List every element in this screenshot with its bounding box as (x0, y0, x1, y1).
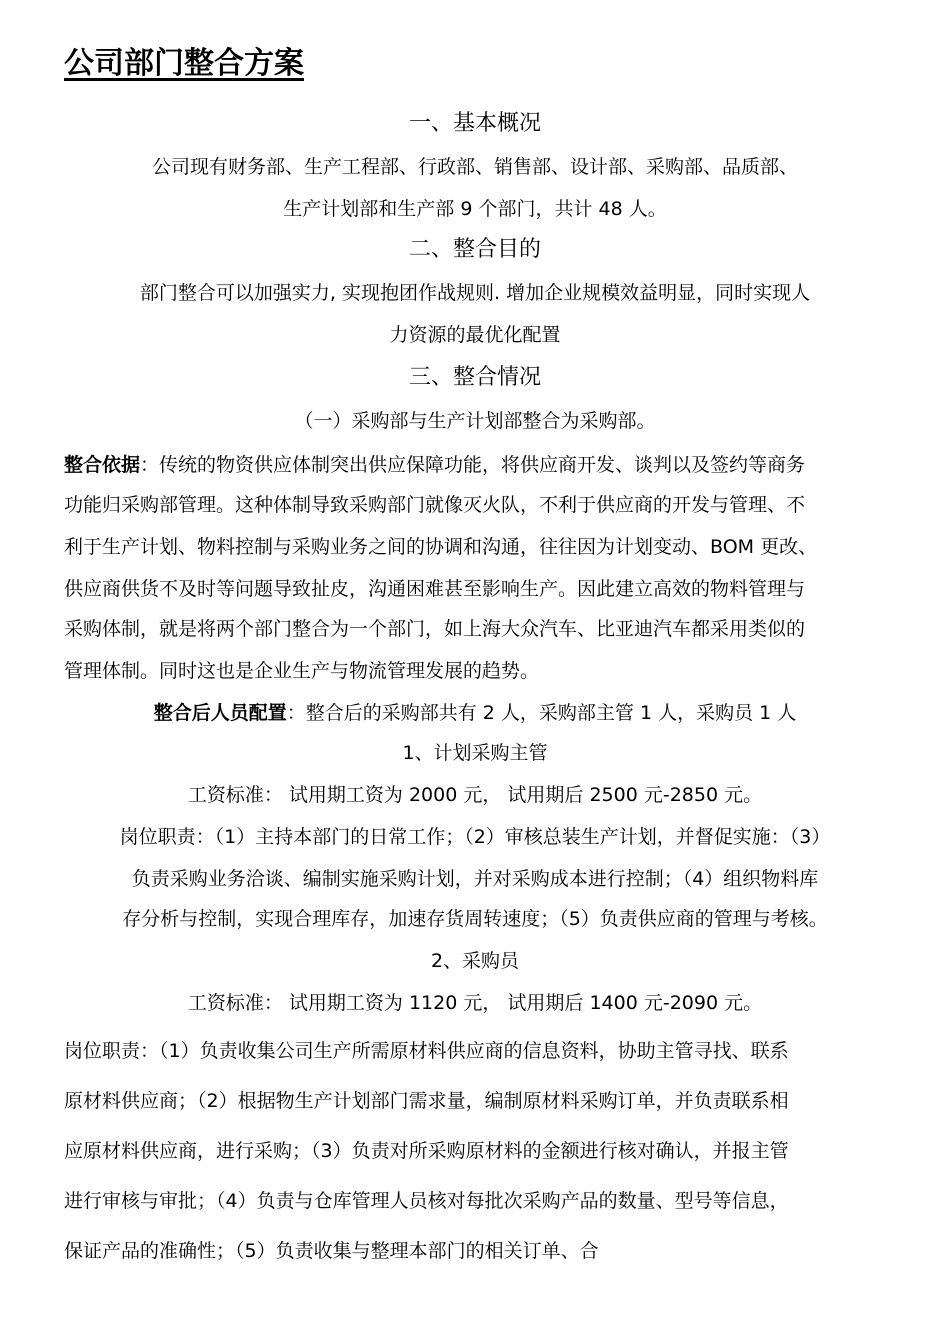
section-2-heading: 二、整合目的 (408, 237, 541, 262)
role-1-duty-line-2: 负责采购业务洽谈、编制实施采购计划，并对采购成本进行控制；（4）组织物料库 (131, 868, 819, 890)
section-1-heading: 一、基本概况 (408, 111, 541, 136)
role-2-duty-line-1: 岗位职责：（1）负责收集公司生产所需原材料供应商的信息资料，协助主管寻找、联系 (64, 1040, 789, 1062)
basis-paragraph-line-5: 采购体制，就是将两个部门整合为一个部门，如上海大众汽车、比亚迪汽车都采用类似的 (64, 618, 806, 640)
basis-paragraph-line-2: 功能归采购部管理。这种体制导致采购部门就像灭火队，不利于供应商的开发与管理、不 (64, 494, 806, 516)
role-2-duty-line-4: 进行审核与审批；（4）负责与仓库管理人员核对每批次采购产品的数量、型号等信息， (64, 1190, 789, 1212)
basis-text: ：传统的物资供应体制突出供应保障功能，将供应商开发、谈判以及签约等商务 (140, 454, 806, 476)
role-1-salary: 工资标准： 试用期工资为 2000 元， 试用期后 2500 元-2850 元。 (187, 784, 763, 806)
document-title: 公司部门整合方案 (64, 46, 304, 81)
role-2-duty-line-2: 原材料供应商；（2）根据物生产计划部门需求量，编制原材料采购订单，并负责联系相 (64, 1090, 789, 1112)
role-1-duty-line-3: 存分析与控制，实现合理库存，加速存货周转速度；（5）负责供应商的管理与考核。 (122, 908, 828, 930)
basis-paragraph-line-1 (64, 450, 805, 477)
role-1-duty-line-1: 岗位职责：（1）主持本部门的日常工作；（2）审核总装生产计划，并督促实施：（3） (119, 826, 831, 848)
basis-label: 整合依据 (64, 454, 141, 476)
role-1-heading: 1、计划采购主管 (402, 742, 548, 764)
staff-config-text: ：整合后的采购部共有 2 人，采购部主管 1 人，采购员 1 人 (286, 702, 797, 724)
subsection-1-heading: （一）采购部与生产计划部整合为采购部。 (294, 410, 656, 432)
basis-paragraph-line-6: 管理体制。同时这也是企业生产与物流管理发展的趋势。 (64, 660, 540, 682)
staff-config-label: 整合后人员配置 (153, 702, 287, 724)
role-2-duty-line-3: 应原材料供应商，进行采购；（3）负责对所采购原材料的金额进行核对确认，并报主管 (64, 1140, 789, 1162)
section-2-text-line-1: 部门整合可以加强实力, 实现抱团作战规则. 增加企业规模效益明显，同时实现人 (139, 282, 811, 304)
role-2-salary: 工资标准： 试用期工资为 1120 元， 试用期后 1400 元-2090 元。 (187, 992, 763, 1014)
section-1-text-line-1: 公司现有财务部、生产工程部、行政部、销售部、设计部、采购部、品质部、 (151, 156, 798, 178)
role-2-duty-line-5: 保证产品的准确性；（5）负责收集与整理本部门的相关订单、合 (64, 1240, 599, 1262)
section-2-text-line-2: 力资源的最优化配置 (389, 324, 561, 346)
basis-paragraph-line-3: 利于生产计划、物料控制与采购业务之间的协调和沟通，往往因为计划变动、BOM 更改、 (64, 536, 818, 558)
section-1-text-line-2: 生产计划部和生产部 9 个部门，共计 48 人。 (283, 198, 667, 220)
staff-config-line (0, 698, 950, 725)
basis-paragraph-line-4: 供应商供货不及时等问题导致扯皮，沟通困难甚至影响生产。因此建立高效的物料管理与 (64, 578, 806, 600)
role-2-heading: 2、采购员 (430, 950, 520, 972)
section-3-heading: 三、整合情况 (408, 365, 541, 390)
